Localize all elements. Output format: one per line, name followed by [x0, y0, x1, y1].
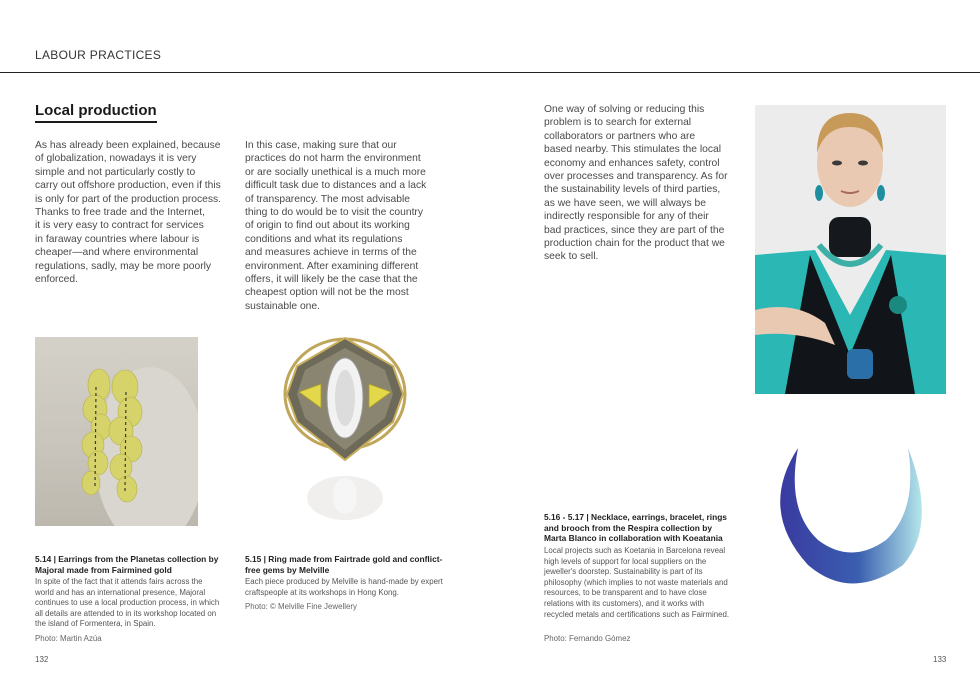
caption-text: In spite of the fact that it attends fairs across the world and has an international presence, Majoral continues to use a local production process, in which all details are attended to in its workshop located on the island of Formentera, in Spain.	[35, 577, 220, 629]
section-title: Local production	[35, 102, 157, 123]
ring-photo	[275, 336, 415, 526]
caption-title: 5.16 - 5.17 | Necklace, earrings, bracelet, rings and brooch from the Respira collection by Marta Blanco in collaboration with Koeatania	[544, 512, 727, 543]
necklace-photo	[768, 440, 934, 590]
body-column-3: One way of solving or reducing this problem is to search for external collaborators or partners who are based nearby. This stimulates the local economy and enhances safety, control over processes and transparency. As for the sustainability levels of third parties, as we have seen, we will always be indirectly responsible for any of their bad practices, since they are part of the production chain for the product that we seek to sell.	[544, 104, 728, 263]
photo-credit: Photo: Fernando Gómez	[544, 634, 631, 643]
earrings-photo	[35, 337, 198, 526]
body-column-2: In this case, making sure that our practices do not harm the environment or are socially unethical is a much more difficult task due to distances and a lack of transparency. The most advisable thing to do would be to visit the country of origin to find out about its working conditions and what its regulations and measures achieve in terms of the environment. After examining different offers, it will likely be the case that the cheapest option will not be the most sustainable one.	[245, 140, 427, 312]
page-number-left: 132	[35, 655, 49, 664]
page-number-right: 133	[933, 655, 947, 664]
photo-credit: Photo: Martin Azúa	[35, 634, 102, 643]
model-photo	[755, 105, 946, 394]
body-column-1: As has already been explained, because of globalization, nowadays it is very simple and not particularly costly to carry out offshore production, even if this is only for part of the production process. Thanks to free trade and the Internet, it is very easy to contract for services in faraway countries where labour is cheaper—and where environmental regulations, sadly, may be more poorly enforced.	[35, 140, 222, 286]
caption-title: 5.14 | Earrings from the Planetas collection by Majoral made from Fairmined gold	[35, 554, 219, 575]
running-header: LABOUR PRACTICES	[35, 48, 162, 62]
caption-title: 5.15 | Ring made from Fairtrade gold and conflict-free gems by Melville	[245, 554, 443, 575]
caption-text: Each piece produced by Melville is hand-made by expert craftspeople at its workshops in Hong Kong.	[245, 577, 443, 597]
caption-text: Local projects such as Koetania in Barcelona reveal high levels of support for local suppliers on the jeweller's doorstep. Sustainability is part of its philosophy (which implies to not waste materials and resources, to be transparent and to have close relations with its customers), and it works with recycled metals and certifications such as Fairmined.	[544, 546, 730, 619]
header-divider	[0, 72, 980, 73]
photo-credit: Photo: © Melville Fine Jewellery	[245, 602, 357, 611]
